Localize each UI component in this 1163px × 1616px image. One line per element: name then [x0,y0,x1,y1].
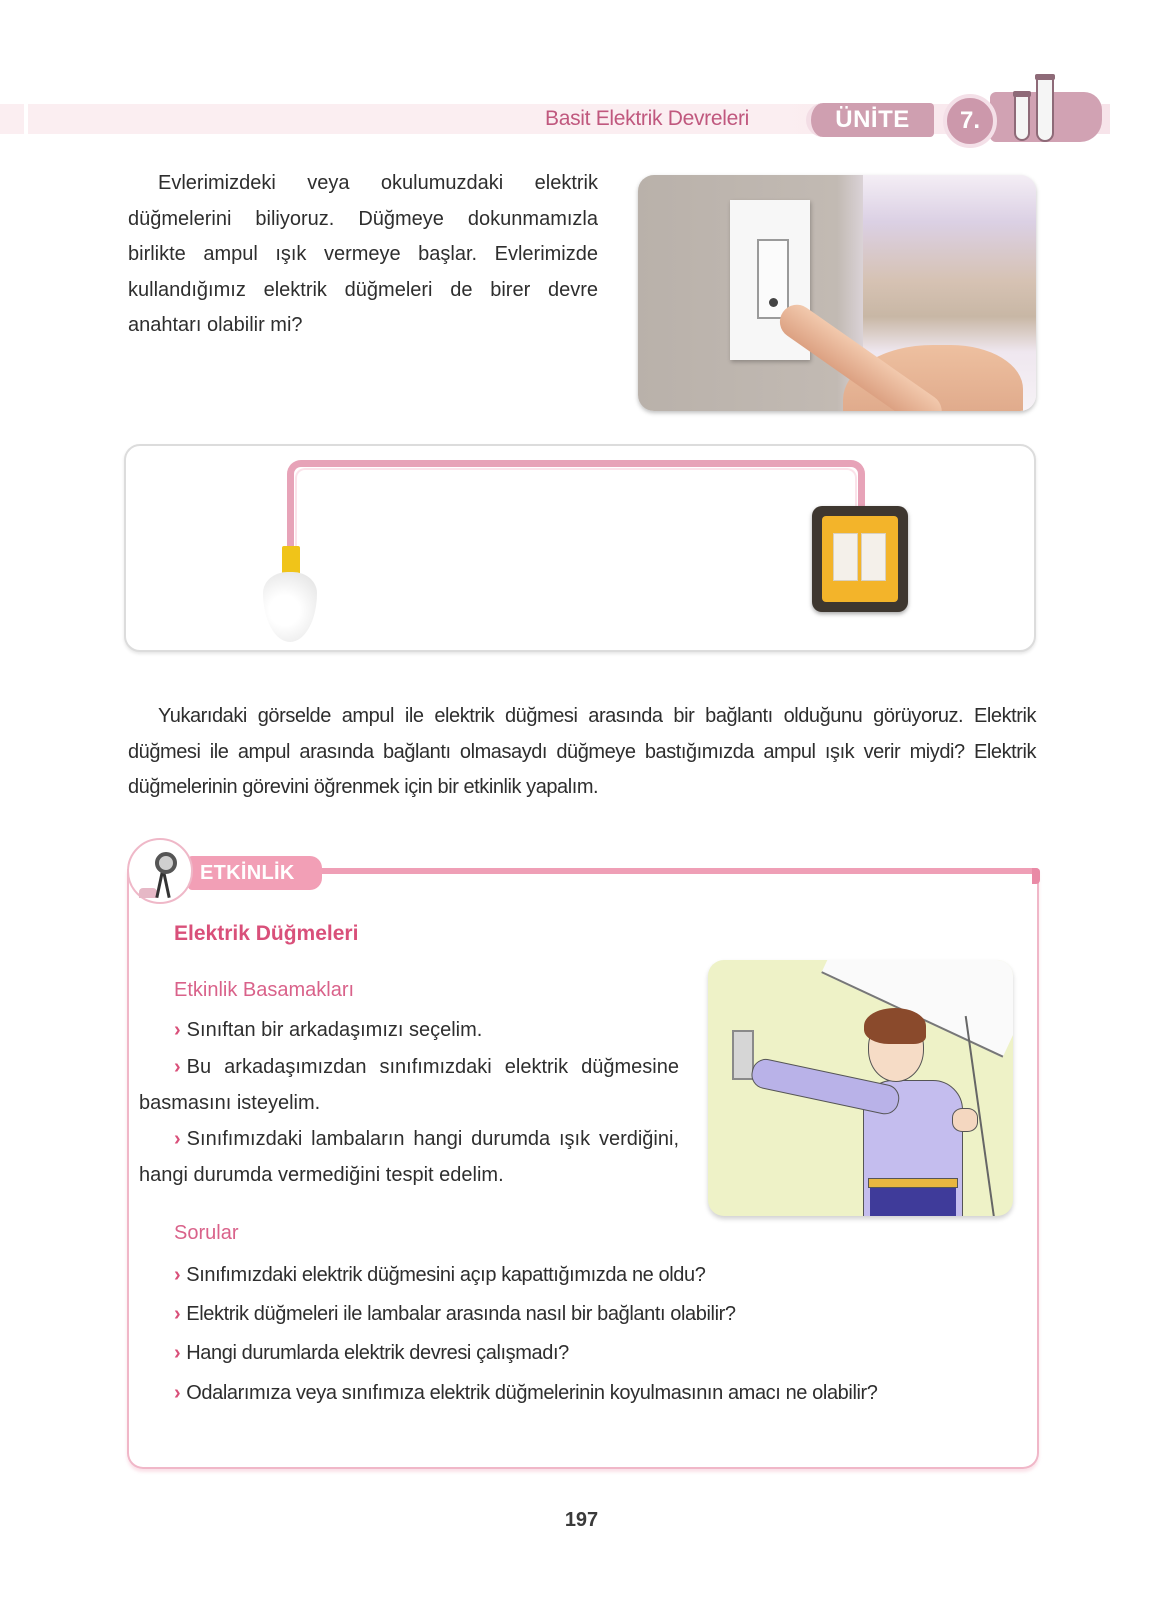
questions-heading: Sorular [174,1222,239,1244]
wire [287,460,865,550]
unit-number: 7. [943,94,997,148]
switch-button-right [861,533,886,581]
question-item: › Elektrik düğmeleri ile lambalar arasında nasıl bir bağlantı olabilir? [174,1303,736,1325]
middle-paragraph: Yukarıdaki görselde ampul ile elektrik düğmesi arasında bir bağlantı olduğunu görüyoruz. Elektrik düğmesi ile ampul arasında bağlantı olmasaydı düğmeye bastığımızda ampul ışık verir miydi? Elektrik düğmelerinin görevini öğrenmek için bir etkinlik yapalım. [128,705,1036,798]
header-bar-notch [24,104,28,134]
test-tubes-icon [1014,95,1030,141]
boy-pressing-switch-illustration [708,960,1013,1216]
test-tubes-icon [1036,78,1054,142]
chevron-right-icon: › [174,1056,181,1078]
question-item: › Sınıfımızdaki elektrik düğmesini açıp kapattığımızda ne oldu? [174,1264,706,1286]
chevron-right-icon: › [174,1128,181,1150]
wall-switch-icon [812,506,908,612]
intro-paragraph: Evlerimizdeki veya okulumuzdaki elektrik düğmelerini biliyoruz. Düğmeye dokunmamızla birlikte ampul ışık vermeye başlar. Evlerimizde kullandığımız elektrik düğmeleri de birer devre anahtarı olabilir mi? [128,172,598,336]
activity-title: Elektrik Düğmeleri [174,922,359,945]
chevron-right-icon: › [174,1382,181,1404]
unit-label: ÜNİTE [806,103,934,137]
activity-header-line [300,868,1040,874]
steps-heading: Etkinlik Basamakları [174,979,355,1001]
question-item: › Hangi durumlarda elektrik devresi çalışmadı? [174,1342,569,1364]
step-item: › Sınıftan bir arkadaşımızı seçelim. [174,1019,483,1041]
page-number: 197 [564,1509,599,1531]
chevron-right-icon: › [174,1264,181,1286]
chevron-right-icon: › [174,1019,181,1041]
step-item: › Sınıfımızdaki lambaların hangi durumda ışık verdiğini, hangi durumda vermediğini tespit edelim. [139,1128,679,1186]
light-switch-photo [638,175,1036,411]
activity-header-line-cap [1032,868,1040,884]
switch-button-left [833,533,858,581]
chevron-right-icon: › [174,1303,181,1325]
telescope-icon [127,838,193,904]
switch-rocker [757,239,789,319]
switch-indicator [769,298,778,307]
chevron-right-icon: › [174,1342,181,1364]
activity-badge: ETKİNLİK [188,856,322,890]
step-item: › Bu arkadaşımızdan sınıfımızdaki elektrik düğmesine basmasını isteyelim. [139,1056,679,1114]
section-title: Basit Elektrik Devreleri [545,107,750,130]
question-item: › Odalarımıza veya sınıfımıza elektrik düğmelerinin koyulmasının amacı ne olabilir? [174,1382,878,1404]
